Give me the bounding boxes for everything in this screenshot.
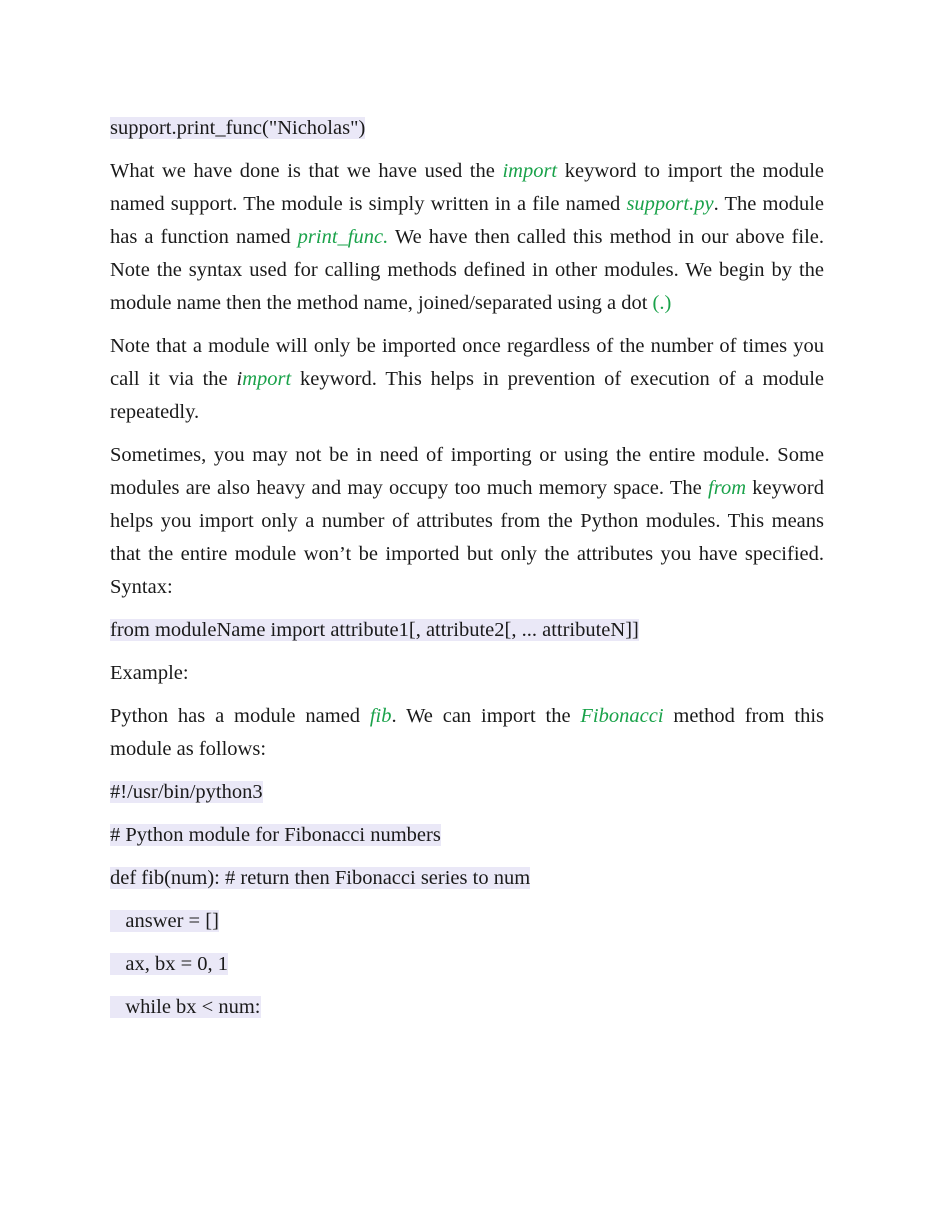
paragraph-text: keyword to import the module named support. The module is simply written in a file named [110,160,824,215]
paragraph-text: We have then called this method in our above file. Note the syntax used for calling methods defined in other modules. We begin by the module name then the method name, joined/separated using a dot [110,226,824,314]
paragraph-from-keyword [110,439,824,604]
code-highlight: from moduleName import attribute1[, attribute2[, ... attributeN]] [110,619,639,641]
paragraph-text: Sometimes, you may not be in need of importing or using the entire module. Some modules are also heavy and may occupy too much memory space. The [110,444,824,499]
paragraph-text: Python has a module named [110,705,370,727]
keyword-support-py: support.py [626,193,714,215]
keyword-from: from [708,477,746,499]
keyword-fibonacci: Fibonacci [580,705,664,727]
code-line-comment [110,819,824,852]
paragraph-text: Note that a module will only be imported once regardless of the number of times you call it via the [110,335,824,390]
keyword-import: import [502,160,558,182]
code-line-print-func [110,112,824,145]
code-line-while [110,991,824,1024]
code-highlight: def fib(num): # return then Fibonacci series to num [110,867,531,889]
code-line-def-fib [110,862,824,895]
paragraph-text: . The module has a function named [110,193,824,248]
paragraph-text: What we have done is that we have used the [110,160,503,182]
paragraph-fib-module [110,700,824,766]
paragraph-text: keyword helps you import only a number of attributes from the Python modules. This means that the entire module won’t be imported but only the attributes you have specified. Syntax: [110,477,825,598]
keyword-import: mport [242,368,292,390]
paragraph-import-explanation [110,155,824,320]
paragraph-text: keyword. This helps in prevention of execution of a module repeatedly. [110,368,824,423]
keyword-import-i: i [236,368,243,390]
example-label [110,657,824,690]
code-line-answer [110,905,824,938]
keyword-print-func: print_func. [297,226,389,248]
code-line-syntax [110,614,824,647]
keyword-fib: fib [369,705,392,727]
paragraph-text: method from this module as follows: [110,705,824,760]
code-highlight: ax, bx = 0, 1 [110,953,229,975]
document-page [110,112,824,1034]
code-highlight: while bx < num: [110,996,261,1018]
code-line-shebang [110,776,824,809]
code-highlight: support.print_func("Nicholas") [110,117,366,139]
code-highlight: #!/usr/bin/python3 [110,781,263,803]
paragraph-text: . We can import the [391,705,581,727]
keyword-dot: (.) [652,292,672,314]
paragraph-import-once [110,330,824,429]
code-highlight: # Python module for Fibonacci numbers [110,824,441,846]
code-line-ax-bx [110,948,824,981]
code-highlight: answer = [] [110,910,219,932]
example-label-text: Example: [110,662,189,684]
